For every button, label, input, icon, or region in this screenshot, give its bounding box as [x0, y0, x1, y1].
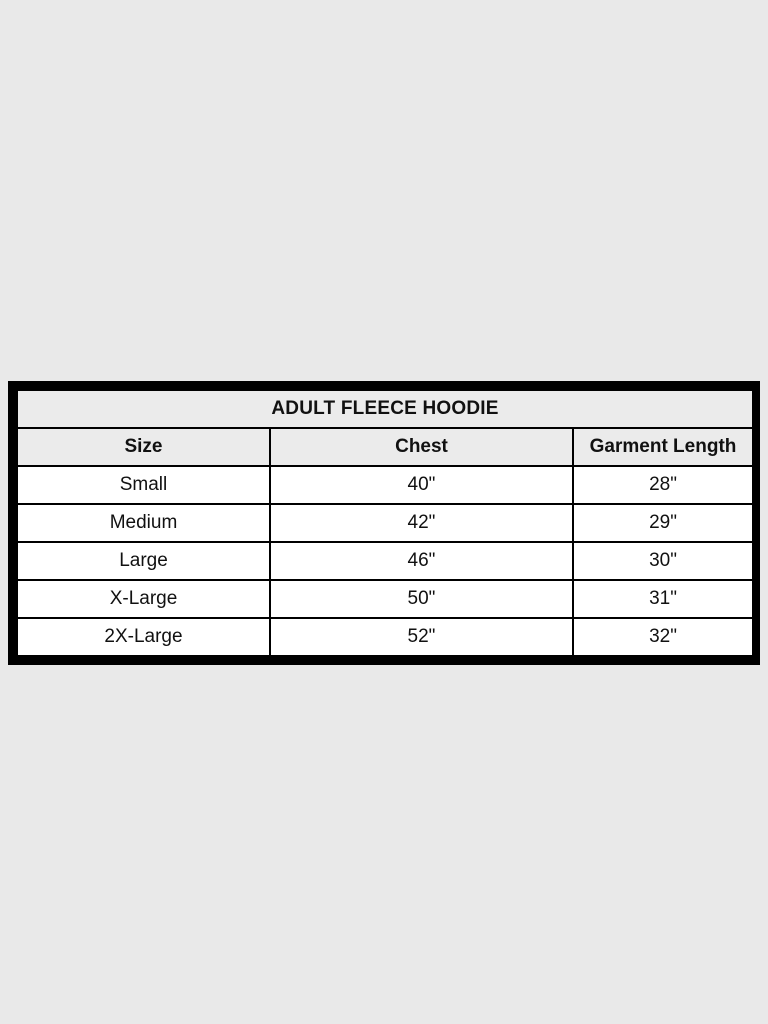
- cell-chest: 52": [270, 618, 573, 656]
- table-row: [17, 618, 753, 656]
- table-row: [17, 504, 753, 542]
- cell-garment-length: 28": [573, 466, 753, 504]
- cell-size: X-Large: [17, 580, 270, 618]
- size-chart-title: ADULT FLEECE HOODIE: [17, 390, 753, 428]
- size-chart-container: [8, 381, 760, 665]
- column-header-size: Size: [17, 428, 270, 466]
- cell-chest: 46": [270, 542, 573, 580]
- table-title-row: [17, 390, 753, 428]
- cell-garment-length: 31": [573, 580, 753, 618]
- cell-garment-length: 29": [573, 504, 753, 542]
- cell-size: Medium: [17, 504, 270, 542]
- cell-garment-length: 32": [573, 618, 753, 656]
- table-row: [17, 466, 753, 504]
- cell-size: Large: [17, 542, 270, 580]
- cell-chest: 40": [270, 466, 573, 504]
- cell-garment-length: 30": [573, 542, 753, 580]
- size-chart-table: [16, 389, 754, 657]
- cell-size: 2X-Large: [17, 618, 270, 656]
- cell-size: Small: [17, 466, 270, 504]
- table-header-row: [17, 428, 753, 466]
- cell-chest: 50": [270, 580, 573, 618]
- column-header-chest: Chest: [270, 428, 573, 466]
- table-row: [17, 542, 753, 580]
- table-row: [17, 580, 753, 618]
- cell-chest: 42": [270, 504, 573, 542]
- column-header-garment-length: Garment Length: [573, 428, 753, 466]
